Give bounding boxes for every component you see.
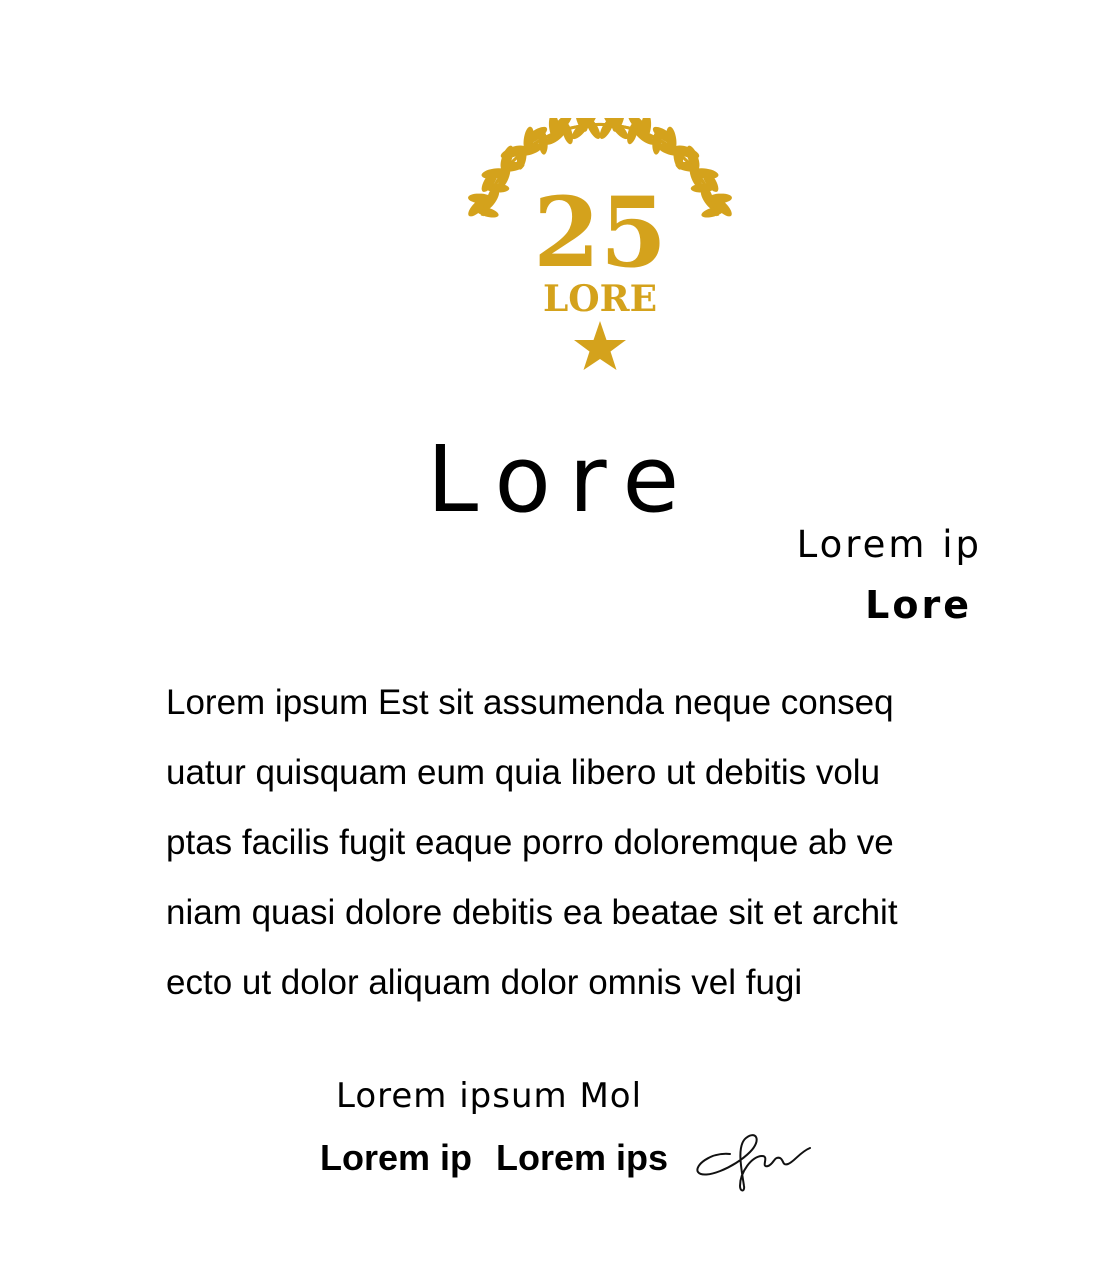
anniversary-emblem (440, 118, 760, 388)
subtitle: Lorem ip (796, 523, 982, 566)
body-line: uatur quisquam eum quia libero ut debitis volu (166, 753, 881, 792)
page-title: Lore (426, 426, 698, 533)
body-paragraph (166, 668, 996, 1018)
body-line: Lorem ipsum Est sit assumenda neque conseq (166, 683, 894, 722)
signer-name-first: Lorem ip (320, 1137, 473, 1178)
signer-title: Lorem ipsum Mol (336, 1076, 643, 1116)
body-line: ptas facilis fugit eaque porro doloremque ab ve (166, 823, 894, 862)
emblem-number: 25 (533, 176, 667, 289)
signer-name-second: Lorem ips (496, 1137, 669, 1178)
body-line: ecto ut dolor aliquam dolor omnis vel fugi (166, 963, 803, 1002)
emblem-label: LORE (542, 278, 658, 320)
signature-icon (690, 1112, 818, 1194)
subtitle-bold: Lore (865, 583, 972, 627)
laurel-wreath-icon (440, 118, 760, 388)
body-line: niam quasi dolore debitis ea beatae sit et archit (166, 893, 898, 932)
star-icon (574, 321, 626, 370)
signer-names (320, 1134, 682, 1182)
